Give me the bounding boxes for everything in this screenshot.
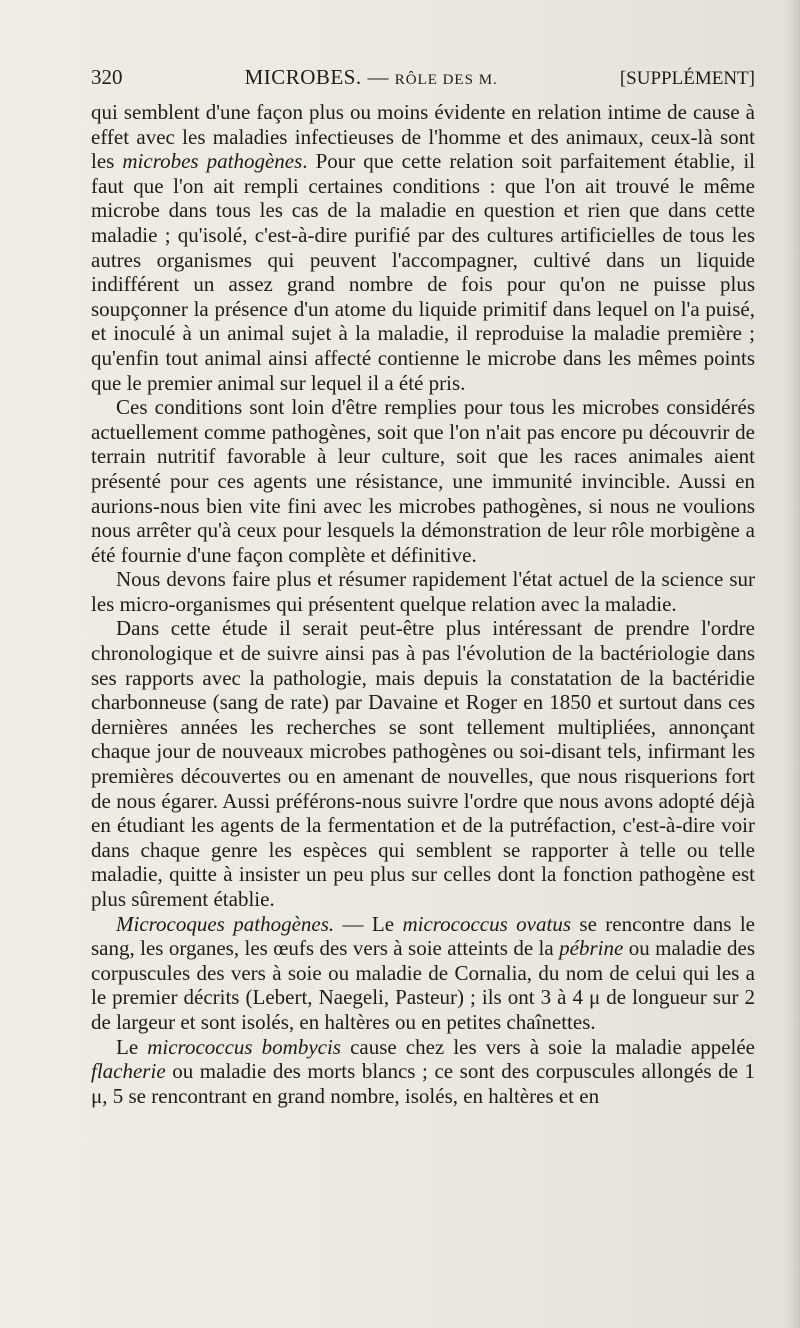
text-run: cause chez les vers à soie la maladie appelée (340, 1034, 755, 1059)
body-text (91, 100, 755, 1108)
page-number: 320 (91, 65, 123, 89)
paragraph-4: Dans cette étude il serait peut-être plus intéressant de prendre l'ordre chronologique et de suivre ainsi pas à pas l'évolution de la bactériologie dans ses rapports avec la pathologie, mais depuis la constatation de la bactéridie charbonneuse (sang de rate) par Davaine et Roger en 1850 et surtout dans ces dernières années les recherches se sont tellement multipliées, annonçant chaque jour de nouveaux microbes pathogènes ou soi-disant tels, infirmant les premières découvertes ou en amenant de nouvelles, que nous risquerions fort de nous égarer. Aussi préférons-nous suivre l'ordre que nous avons adopté déjà en étudiant les agents de la fermentation et de la putréfaction, c'est-à-dire voir dans chaque genre les espèces qui semblent se rapporter à telle ou telle maladie, quitte à insister un peu plus sur celles dont la fonction pathogène est plus sûrement établie. (91, 616, 755, 911)
text-run: ou maladie des corpuscules des vers à soie ou maladie de Cornalia, du nom de celui qui les a le premier décrits (Lebert, Naegeli, Pasteur) ; ils ont 3 à 4 μ de longueur sur 2 de largeur et sont isolés, en haltères ou en petites chaînettes. (91, 936, 755, 1034)
paragraph-6 (91, 1035, 755, 1109)
running-title-main: MICROBES. (244, 65, 362, 89)
italic-term: flacherie (91, 1059, 166, 1084)
italic-term: micrococcus ovatus (402, 911, 572, 936)
paragraph-2: Ces conditions sont loin d'être remplies pour tous les microbes considérés actuellement comme pathogènes, soit que l'on n'ait pas encore pu découvrir de terrain nutritif favorable à leur culture, soit que les races animales aient présenté pour ces agents une résistance, une immunité invincible. Aussi en aurions-nous bien vite fini avec les microbes pathogènes, si nous ne voulions nous arrêter qu'à ceux pour lesquels la démonstration de leur rôle morbigène a été fournie d'une façon complète et définitive. (91, 395, 755, 567)
text-run: Le (116, 1034, 148, 1059)
italic-term: pébrine (559, 936, 624, 961)
text-run: se rencontre dans le sang, les organes, les œufs des vers à soie atteints de la (91, 911, 755, 961)
running-title (245, 64, 498, 93)
italic-term: micrococcus bombycis (147, 1034, 341, 1059)
paragraph-5 (91, 912, 755, 1035)
running-title-dash: — (361, 65, 395, 89)
paragraph-1 (91, 100, 755, 395)
paragraph-3: Nous devons faire plus et résumer rapidement l'état actuel de la science sur les micro-organismes qui présentent quelque relation avec la maladie. (91, 567, 755, 616)
page-spine-shadow (786, 0, 800, 1328)
section-label: [SUPPLÉMENT] (619, 68, 755, 89)
text-run: — Le (334, 911, 403, 936)
italic-term: microbes pathogènes (122, 149, 303, 174)
text-run: ou maladie des morts blancs ; ce sont des corpuscules allongés de 1 μ, 5 se rencontrant en grand nombre, isolés, en haltères et en (91, 1059, 755, 1108)
text-run: . Pour que cette relation soit parfaitement établie, il faut que l'on ait rempli certaines conditions : que l'on ait trouvé le même microbe dans tous les cas de la maladie en question et rien que dans cette maladie ; qu'isolé, c'est-à-dire purifié par des cultures artificielles de tous les autres organismes qui peuvent l'accompagner, cultivé dans un liquide indifférent un assez grand nombre de fois pour qu'on ne puisse plus soupçonner la présence d'un atome du liquide primitif dans lequel on l'a puisé, et inoculé à un animal sujet à la maladie, il reproduise la maladie première ; qu'enfin tout animal ainsi affecté contienne le microbe dans les mêmes points que le premier animal sur lequel il a été pris. (91, 149, 755, 395)
running-head (91, 64, 755, 93)
italic-heading: Microcoques pathogènes. (116, 911, 335, 936)
running-title-small: RÔLE DES M. (394, 72, 498, 88)
text-run: qui semblent d'une façon plus ou moins évidente en relation intime de cause à effet avec les maladies infectieuses de l'homme et des animaux, ceux-là sont les (91, 100, 755, 174)
